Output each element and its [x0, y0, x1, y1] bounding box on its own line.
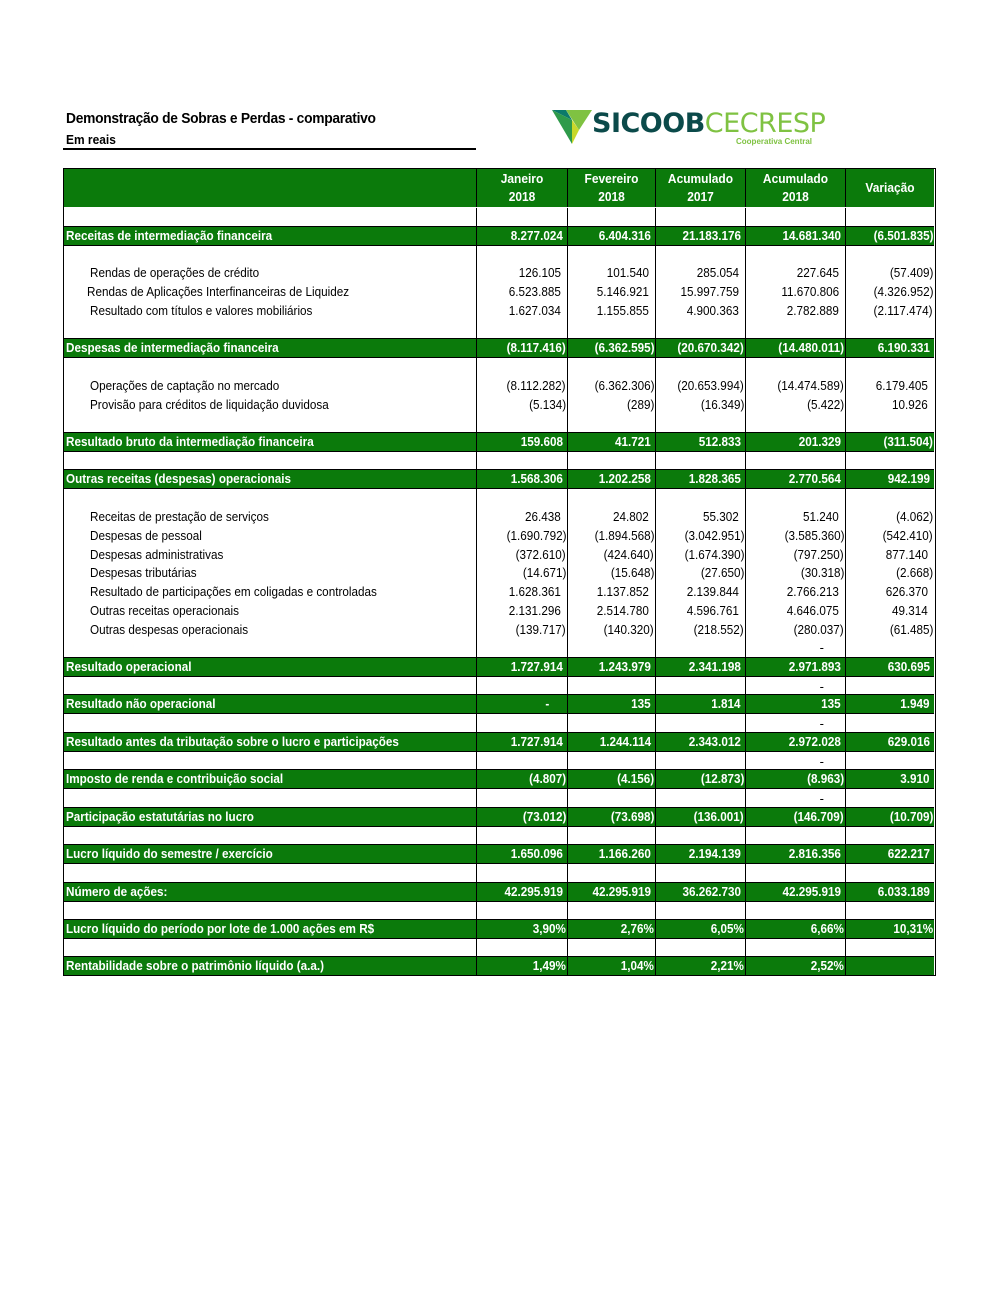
- resultado-operacional-value: 2.341.198: [688, 659, 741, 674]
- participacao-estatutaria-value: (10.709): [889, 809, 933, 824]
- lucro-liquido-value: 1.166.260: [598, 846, 651, 861]
- line-item-value: 26.438: [525, 509, 561, 524]
- line-item-value: (5.134): [528, 397, 566, 412]
- line-item-value: (2.117.474): [874, 303, 933, 318]
- line-item-value: (140.320): [603, 622, 654, 637]
- line-item-value: (280.037): [793, 622, 844, 637]
- participacao-estatutaria-value: (73.698): [610, 809, 654, 824]
- line-item-value: 5.146.921: [596, 284, 649, 299]
- line-item-label: Rendas de operações de crédito: [90, 265, 260, 280]
- receitas-intermediacao-row: [64, 226, 934, 246]
- resultado-nao-operacional-value: -: [545, 696, 549, 711]
- spacer-row: [64, 789, 934, 807]
- numero-acoes-value: 36.262.730: [682, 884, 741, 899]
- sicoob-triangle-logo-icon: [552, 110, 592, 144]
- line-item-value: (3.585.360): [784, 528, 844, 543]
- line-item-value: 11.670.806: [781, 284, 839, 299]
- numero-acoes-value: 42.295.919: [782, 884, 841, 899]
- participacao-estatutaria-value: (146.709): [793, 809, 844, 824]
- col-header-acum-2017: Acumulado 2017: [655, 169, 745, 207]
- receitas-intermediacao-value: 8.277.024: [510, 228, 563, 243]
- spacer-row: [64, 714, 934, 732]
- resultado-nao-operacional-value: 1.949: [900, 696, 930, 711]
- line-item-value: (16.349): [700, 397, 744, 412]
- rentabilidade-pl-value: 2,52%: [810, 958, 844, 973]
- resultado-operacional-value: 1.243.979: [598, 659, 651, 674]
- line-item-value: 285.054: [696, 265, 739, 280]
- title-divider: [63, 148, 476, 150]
- line-item-value: 877.140: [885, 547, 928, 562]
- col-header-variacao: Variação: [845, 169, 934, 207]
- lucro-liquido-value: 622.217: [887, 846, 930, 861]
- page-title: Demonstração de Sobras e Perdas - comparativo: [66, 110, 376, 127]
- line-item-value: 51.240: [803, 509, 839, 524]
- line-item-value: 6.179.405: [875, 378, 928, 393]
- participacao-estatutaria-label: Participação estatutárias no lucro: [66, 809, 254, 824]
- resultado-operacional-value: 1.727.914: [510, 659, 563, 674]
- resultado-bruto-value: 512.833: [698, 434, 741, 449]
- line-item-value: (218.552): [693, 622, 744, 637]
- lucro-por-lote-value: 6,05%: [710, 921, 744, 936]
- line-item-value: 227.645: [796, 265, 839, 280]
- rentabilidade-pl-row: [64, 956, 934, 976]
- lucro-por-lote-row: [64, 919, 934, 939]
- line-item-label: Despesas de pessoal: [90, 528, 202, 543]
- lucro-por-lote-value: 2,76%: [620, 921, 654, 936]
- numero-acoes-label: Número de ações:: [66, 884, 168, 899]
- imposto-renda-label: Imposto de renda e contribuição social: [66, 771, 284, 786]
- line-item-value: (6.362.306): [594, 378, 654, 393]
- receitas-intermediacao-value: 21.183.176: [682, 228, 741, 243]
- receitas-intermediacao-value: (6.501.835): [873, 228, 933, 243]
- despesas-intermediacao-value: (8.117.416): [506, 340, 566, 355]
- lucro-liquido-value: 1.650.096: [510, 846, 563, 861]
- lucro-por-lote-value: 3,90%: [532, 921, 566, 936]
- line-item-value: (5.422): [806, 397, 844, 412]
- income-statement-table: [63, 168, 936, 976]
- line-item-value: (15.648): [610, 565, 654, 580]
- page-subtitle: Em reais: [66, 132, 116, 147]
- numero-acoes-value: 42.295.919: [592, 884, 651, 899]
- despesas-intermediacao-value: (20.670.342): [677, 340, 744, 355]
- line-item-value: 10.926: [892, 397, 928, 412]
- spacer-row: [64, 452, 934, 470]
- resultado-bruto-value: 41.721: [615, 434, 651, 449]
- line-item-value: 101.540: [606, 265, 649, 280]
- line-item-value: (1.690.792): [506, 528, 566, 543]
- line-item-value: (139.717): [515, 622, 566, 637]
- resultado-antes-tributacao-value: 1.727.914: [510, 734, 563, 749]
- line-item-value: 15.997.759: [680, 284, 739, 299]
- despesas-intermediacao-value: 6.190.331: [877, 340, 930, 355]
- line-item-value: (4.326.952): [873, 284, 933, 299]
- col-header-jan-2018: Janeiro 2018: [476, 169, 567, 207]
- numero-acoes-value: 6.033.189: [877, 884, 930, 899]
- logo-wordmark: SICOOBCECRESP: [592, 108, 826, 139]
- line-item-label: Receitas de prestação de serviços: [90, 509, 269, 524]
- resultado-nao-operacional-value: 1.814: [711, 696, 741, 711]
- line-item-value: 2.782.889: [786, 303, 839, 318]
- receitas-detail-block: [64, 246, 934, 339]
- resultado-bruto-row: [64, 432, 934, 452]
- lucro-por-lote-label: Lucro líquido do período por lote de 1.000 ações em R$: [66, 921, 375, 936]
- participacao-estatutaria-row: [64, 807, 934, 827]
- imposto-renda-value: (12.873): [700, 771, 744, 786]
- rentabilidade-pl-label: Rentabilidade sobre o patrimônio líquido (a.a.): [66, 958, 325, 973]
- line-item-value: (1.894.568): [594, 528, 654, 543]
- rentabilidade-pl-value: 1,04%: [620, 958, 654, 973]
- dash-cell: -: [745, 752, 845, 770]
- line-item-label: Resultado com títulos e valores mobiliários: [90, 303, 313, 318]
- line-item-value: (30.318): [800, 565, 844, 580]
- line-item-value: (14.671): [522, 565, 566, 580]
- line-item-value: 2.514.780: [596, 603, 649, 618]
- spacer-row: [64, 864, 934, 882]
- resultado-operacional-value: 630.695: [887, 659, 930, 674]
- rentabilidade-pl-value: 1,49%: [532, 958, 566, 973]
- line-item-value: 1.155.855: [596, 303, 649, 318]
- spacer-row: [64, 677, 934, 695]
- line-item-label: Despesas administrativas: [90, 547, 224, 562]
- line-item-value: (797.250): [793, 547, 844, 562]
- despesas-intermediacao-value: (14.480.011): [778, 340, 844, 355]
- lucro-por-lote-value: 6,66%: [810, 921, 844, 936]
- resultado-nao-operacional-label: Resultado não operacional: [66, 696, 216, 711]
- col-header-acum-2018: Acumulado 2018: [745, 169, 845, 207]
- line-item-value: 6.523.885: [508, 284, 561, 299]
- line-item-value: (8.112.282): [507, 378, 566, 393]
- resultado-bruto-value: (311.504): [883, 434, 933, 449]
- resultado-bruto-value: 201.329: [798, 434, 841, 449]
- line-item-value: 2.766.213: [786, 584, 839, 599]
- line-item-value: (20.653.994): [677, 378, 744, 393]
- line-item-value: 24.802: [613, 509, 649, 524]
- despesas-intermediacao-row: [64, 338, 934, 358]
- line-item-value: 2.131.296: [508, 603, 561, 618]
- line-item-label: Operações de captação no mercado: [90, 378, 280, 393]
- spacer-row: [64, 208, 934, 227]
- line-item-value: (289): [626, 397, 654, 412]
- resultado-antes-tributacao-row: [64, 732, 934, 752]
- outras-receitas-despesas-value: 1.568.306: [510, 471, 563, 486]
- line-item-value: 2.139.844: [686, 584, 739, 599]
- header-label-cell: [64, 169, 476, 207]
- line-item-value: 55.302: [703, 509, 739, 524]
- spacer-row: [64, 752, 934, 770]
- line-item-value: (61.485): [889, 622, 933, 637]
- outras-receitas-despesas-value: 1.828.365: [688, 471, 741, 486]
- logo-tagline: Cooperativa Central: [736, 137, 813, 146]
- dash-cell: -: [745, 677, 845, 695]
- line-item-value: (372.610): [515, 547, 566, 562]
- outras-receitas-despesas-value: 942.199: [887, 471, 930, 486]
- line-item-value: (424.640): [603, 547, 654, 562]
- spacer-row: [64, 827, 934, 845]
- line-item-value: 1.137.852: [596, 584, 649, 599]
- line-item-value: 4.646.075: [786, 603, 839, 618]
- line-item-value: (4.062): [895, 509, 933, 524]
- spacer-row: [64, 939, 934, 957]
- line-item-value: (27.650): [700, 565, 744, 580]
- sicoob-cecresp-logo: [552, 108, 842, 150]
- resultado-antes-tributacao-value: 2.343.012: [688, 734, 741, 749]
- resultado-antes-tributacao-label: Resultado antes da tributação sobre o lucro e participações: [66, 734, 399, 749]
- line-item-value: (14.474.589): [777, 378, 844, 393]
- dash-cell: -: [819, 640, 824, 655]
- receitas-intermediacao-label: Receitas de intermediação financeira: [66, 228, 273, 243]
- numero-acoes-row: [64, 882, 934, 902]
- line-item-value: (1.674.390): [684, 547, 744, 562]
- line-item-value: 4.596.761: [686, 603, 739, 618]
- resultado-bruto-value: 159.608: [520, 434, 563, 449]
- lucro-liquido-value: 2.194.139: [688, 846, 741, 861]
- line-item-value: 4.900.363: [686, 303, 739, 318]
- imposto-renda-value: (4.156): [616, 771, 654, 786]
- rentabilidade-pl-value: 2,21%: [710, 958, 744, 973]
- line-item-label: Resultado de participações em coligadas e controladas: [90, 584, 377, 599]
- imposto-renda-value: (8.963): [806, 771, 844, 786]
- table-header: [64, 169, 934, 207]
- resultado-nao-operacional-value: 135: [821, 696, 841, 711]
- line-item-value: 49.314: [892, 603, 928, 618]
- resultado-antes-tributacao-value: 2.972.028: [788, 734, 841, 749]
- dash-cell: -: [745, 714, 845, 732]
- line-item-value: (542.410): [882, 528, 933, 543]
- line-item-value: 1.628.361: [508, 584, 561, 599]
- resultado-nao-operacional-row: [64, 694, 934, 714]
- outras-receitas-despesas-label: Outras receitas (despesas) operacionais: [66, 471, 292, 486]
- despesas-intermediacao-label: Despesas de intermediação financeira: [66, 340, 279, 355]
- imposto-renda-row: [64, 769, 934, 789]
- participacao-estatutaria-value: (136.001): [693, 809, 744, 824]
- outras-receitas-despesas-row: [64, 469, 934, 489]
- resultado-bruto-label: Resultado bruto da intermediação financeira: [66, 434, 314, 449]
- line-item-label: Outras receitas operacionais: [90, 603, 239, 618]
- numero-acoes-value: 42.295.919: [504, 884, 563, 899]
- lucro-por-lote-value: 10,31%: [893, 921, 933, 936]
- resultado-operacional-row: [64, 657, 934, 677]
- lucro-liquido-label: Lucro líquido do semestre / exercício: [66, 846, 273, 861]
- outras-receitas-despesas-value: 2.770.564: [788, 471, 841, 486]
- col-header-fev-2018: Fevereiro 2018: [567, 169, 655, 207]
- line-item-value: (57.409): [889, 265, 933, 280]
- participacao-estatutaria-value: (73.012): [522, 809, 566, 824]
- receitas-intermediacao-value: 14.681.340: [782, 228, 841, 243]
- line-item-label: Rendas de Aplicações Interfinanceiras de Liquidez: [87, 284, 350, 299]
- resultado-nao-operacional-value: 135: [631, 696, 651, 711]
- resultado-operacional-label: Resultado operacional: [66, 659, 192, 674]
- dash-cell: -: [745, 789, 845, 807]
- imposto-renda-value: 3.910: [900, 771, 930, 786]
- line-item-value: 126.105: [518, 265, 561, 280]
- lucro-liquido-value: 2.816.356: [788, 846, 841, 861]
- resultado-antes-tributacao-value: 1.244.114: [599, 734, 651, 749]
- line-item-label: Outras despesas operacionais: [90, 622, 249, 637]
- despesas-intermediacao-value: (6.362.595): [594, 340, 654, 355]
- line-item-value: 1.627.034: [508, 303, 561, 318]
- despesas-detail-block: [64, 358, 934, 432]
- lucro-liquido-row: [64, 844, 934, 864]
- resultado-antes-tributacao-value: 629.016: [887, 734, 930, 749]
- imposto-renda-value: (4.807): [528, 771, 566, 786]
- resultado-operacional-value: 2.971.893: [788, 659, 841, 674]
- line-item-value: (2.668): [895, 565, 933, 580]
- receitas-intermediacao-value: 6.404.316: [598, 228, 651, 243]
- outras-detail-block: [64, 489, 934, 657]
- spacer-row: [64, 902, 934, 920]
- line-item-label: Provisão para créditos de liquidação duvidosa: [90, 397, 329, 412]
- line-item-label: Despesas tributárias: [90, 565, 197, 580]
- line-item-value: 626.370: [885, 584, 928, 599]
- line-item-value: (3.042.951): [684, 528, 744, 543]
- outras-receitas-despesas-value: 1.202.258: [598, 471, 651, 486]
